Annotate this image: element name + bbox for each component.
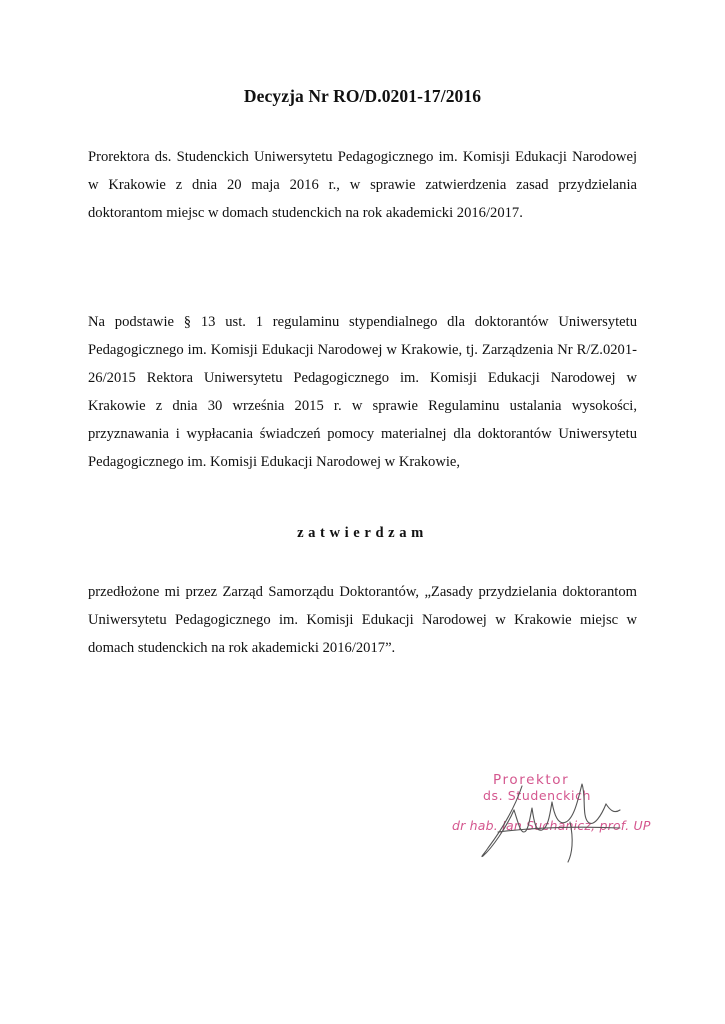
approval-word: zatwierdzam <box>297 525 428 541</box>
body-paragraph: przedłożone mi przez Zarząd Samorządu Doktorantów, „Zasady przydzielania doktorantom Uniwersytetu Pedagogicznego im. Komisji Edukacji Narodowej w Krakowie miejsc w domach studenckich na rok akademicki 2016/2017”. <box>88 584 637 656</box>
stamp-title: Prorektor <box>493 772 570 788</box>
intro-paragraph: Prorektora ds. Studenckich Uniwersytetu Pedagogicznego im. Komisji Edukacji Narodowej w Krakowie z dnia 20 maja 2016 r., w sprawie zatwierdzenia zasad przydzielania doktorantom miejsc w domach studenckich na rok akademicki 2016/2017. <box>88 149 637 221</box>
handwritten-signature <box>470 770 650 865</box>
legal-basis-paragraph: Na podstawie § 13 ust. 1 regulaminu stypendialnego dla doktorantów Uniwersytetu Pedagogicznego im. Komisji Edukacji Narodowej w Krakowie, tj. Zarządzenia Nr R/Z.0201-26/2015 Rektora Uniwersytetu Pedagogicznego im. Komisji Edukacji Narodowej w Krakowie z dnia 30 września 2015 r. w sprawie Regulaminu ustalania wysokości, przyznawania i wypłacania świadczeń pomocy materialnej dla doktorantów Uniwersytetu Pedagogicznego im. Komisji Edukacji Narodowej w Krakowie, <box>88 314 637 470</box>
document-title: Decyzja Nr RO/D.0201-17/2016 <box>243 86 482 106</box>
stamp-name: dr hab. Jan Suchanicz, prof. UP <box>452 818 651 833</box>
stamp-department: ds. Studenckich <box>483 788 592 803</box>
